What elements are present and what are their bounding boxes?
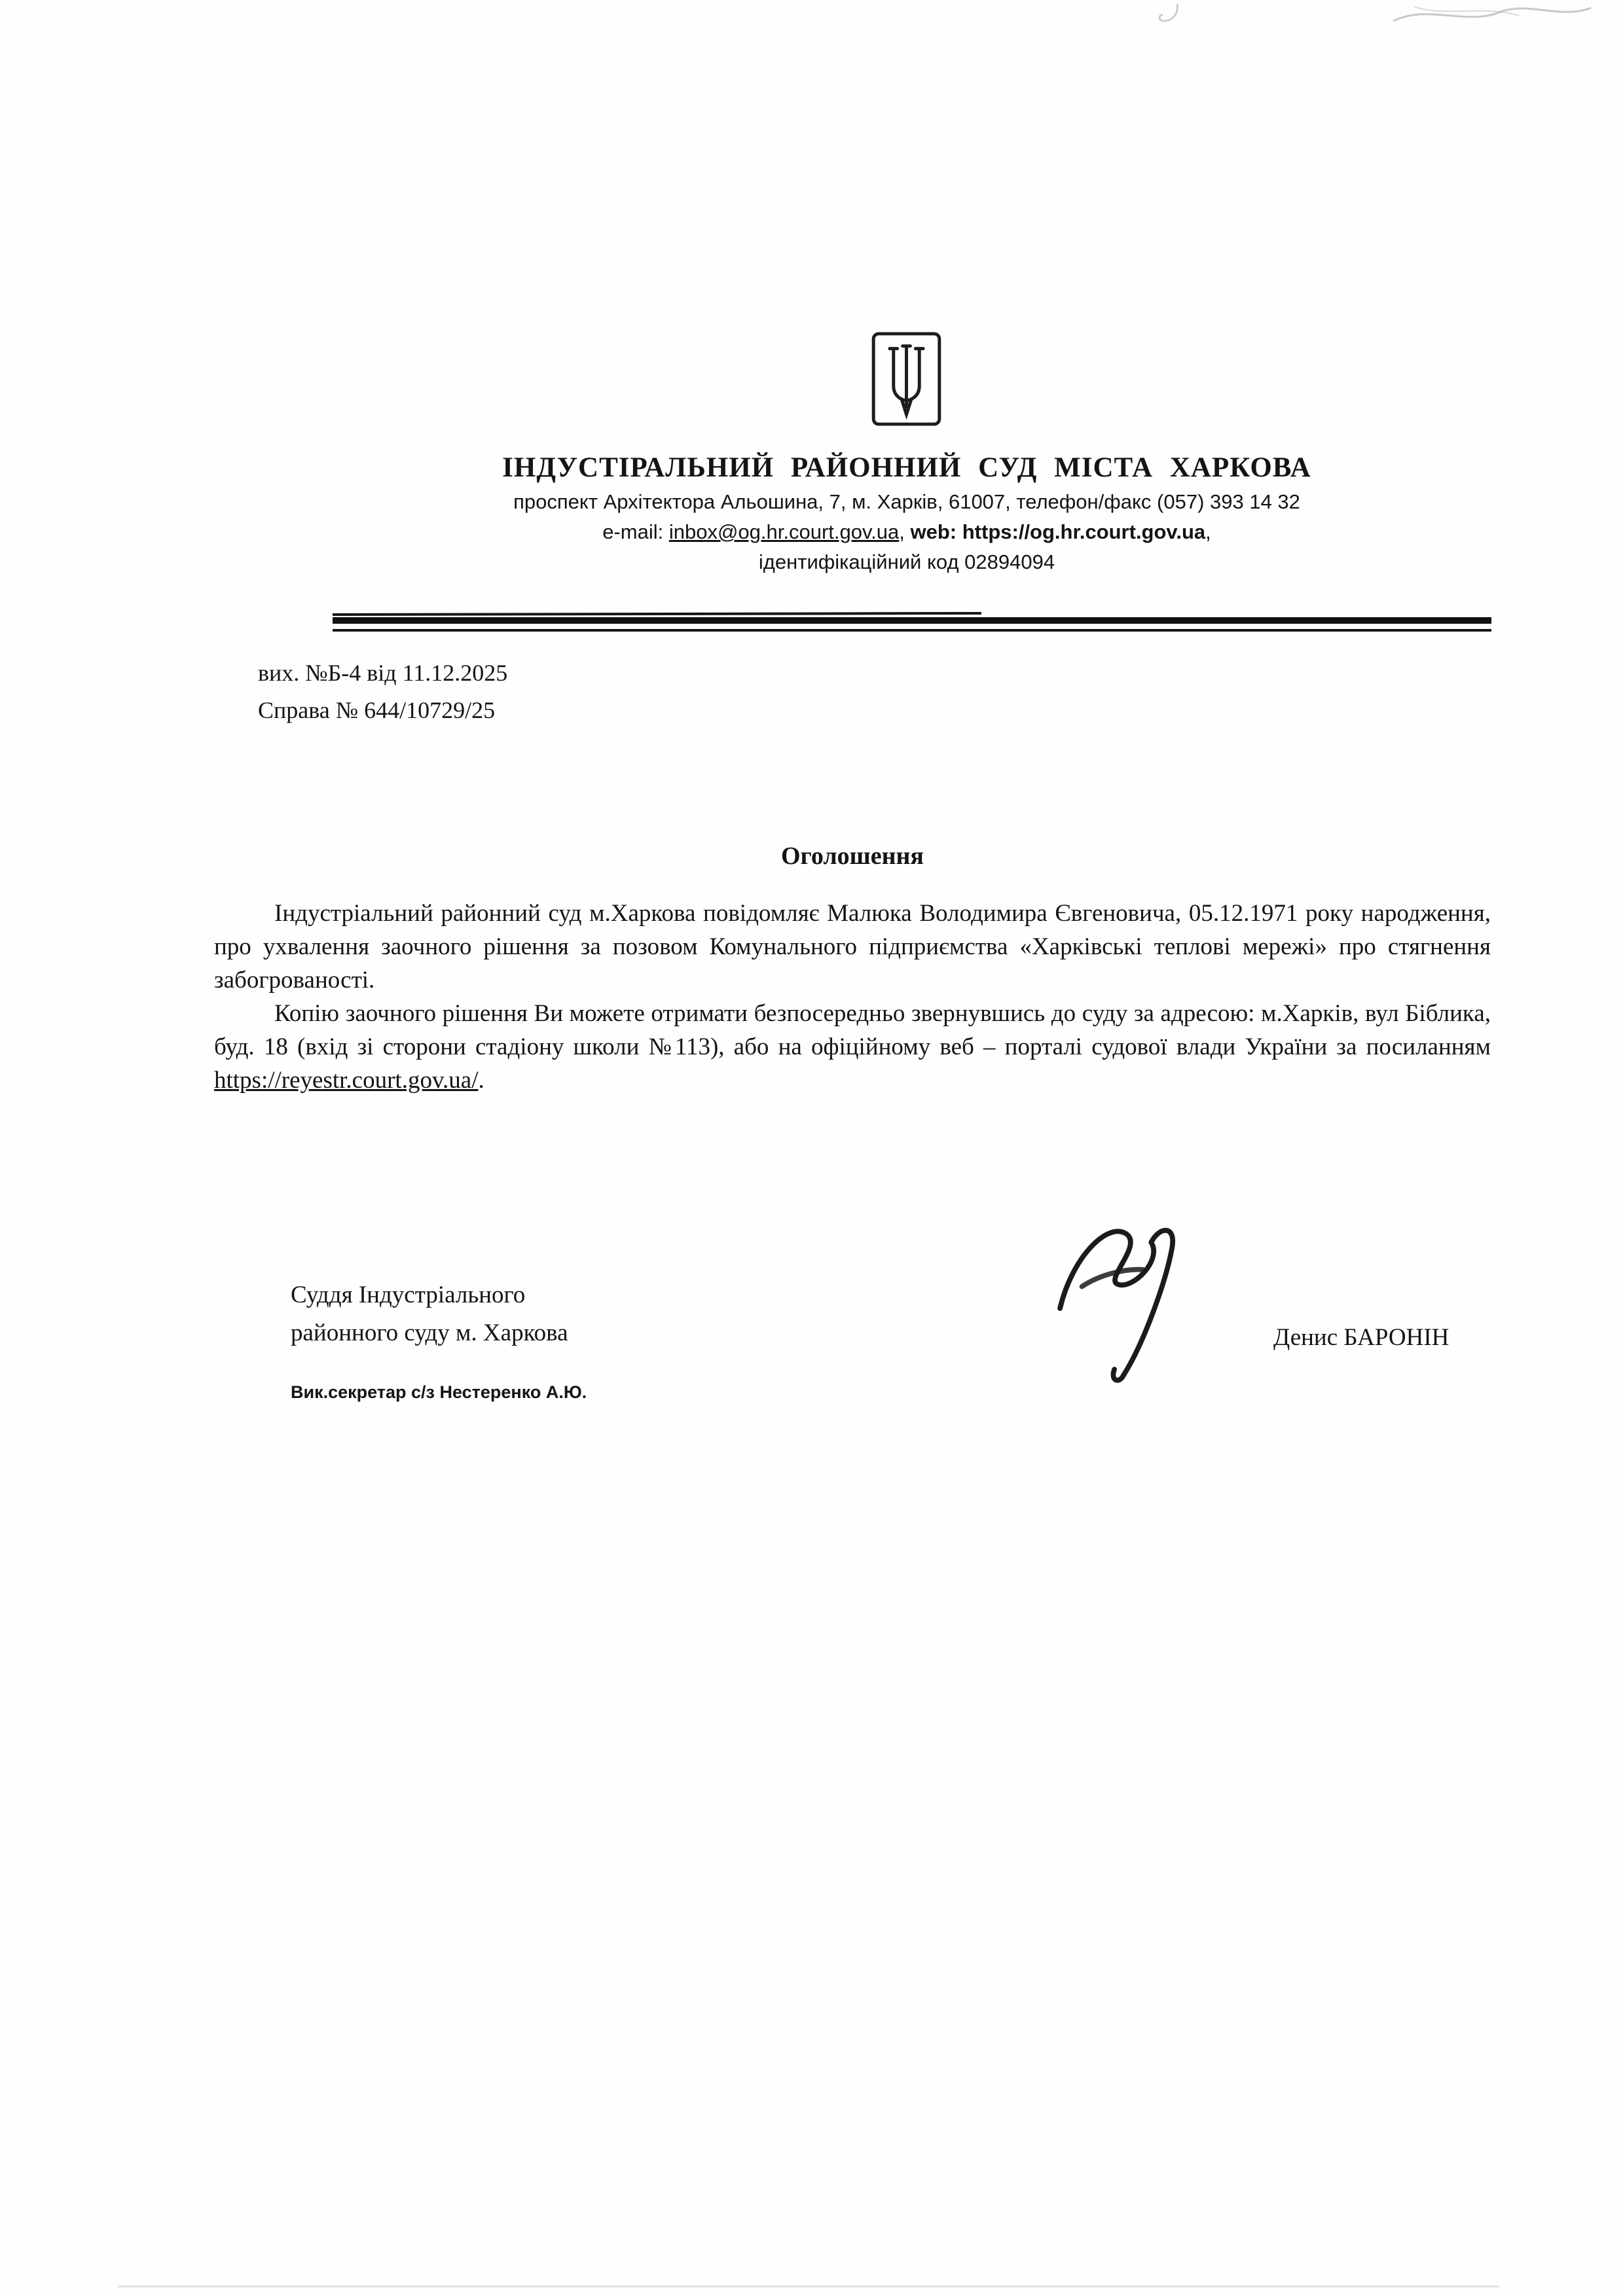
web-link[interactable]: https://og.hr.court.gov.ua (962, 520, 1206, 543)
divider-thick-line (333, 617, 1491, 624)
court-id-code: ідентифікаційний код 02894094 (758, 550, 1055, 573)
judge-title-line1: Суддя Індустріального (291, 1282, 526, 1308)
divider-thin-line (333, 629, 1491, 632)
outgoing-number: вих. №Б-4 від 11.12.2025 (258, 660, 508, 686)
court-address: проспект Архітектора Альошина, 7, м. Харків, 61007, телефон/факс (057) 393 14 32 (513, 490, 1300, 513)
scan-edge-artifact (118, 2286, 1499, 2287)
court-name: ІНДУСТІРАЛЬНИЙ РАЙОННИЙ СУД МІСТА ХАРКОВА (502, 452, 1311, 483)
case-number: Справа № 644/10729/25 (258, 697, 496, 723)
pen-mark-scan-artifact (1151, 1, 1190, 24)
reference-block (258, 655, 507, 729)
registry-link[interactable]: https://reyestr.court.gov.ua/ (214, 1067, 479, 1094)
email-label: e-mail: (602, 520, 669, 543)
document-title: Оголошення (781, 842, 924, 870)
paragraph-notice: Індустріальний районний суд м.Харкова повідомляє Малюка Володимира Євгеновича, 05.12.1971 року народження, про ухвалення заочного рішення за позовом Комунального підприємства «Харківські теплові мережі» про стягнення забогрованості. (214, 900, 1491, 994)
web-label: web: (910, 520, 962, 543)
judge-title (291, 1276, 568, 1352)
paragraph-text: Копію заочного рішення Ви можете отримати безпосередньо звернувшись до суду за адресою: м.Харків, вул Біблика, буд. 18 (вхід зі сторони стадіону школи №113), або на офіційному веб – порталі судової влади України за посиланням (214, 1000, 1491, 1060)
judge-name: Денис БАРОНІН (1273, 1324, 1450, 1351)
document-body (214, 897, 1491, 1097)
letterhead-divider (333, 613, 1491, 632)
letterhead (327, 452, 1486, 574)
secretary-note: Вик.секретар с/з Нестеренко А.Ю. (291, 1382, 587, 1402)
contact-suffix: , (1205, 520, 1211, 543)
pen-scribble-scan-artifact (1388, 0, 1597, 31)
contact-separator: , (899, 520, 911, 543)
email-link[interactable]: inbox@og.hr.court.gov.ua (668, 520, 900, 543)
divider-partial-line (333, 612, 981, 616)
judge-title-line2: районного суду м. Харкова (291, 1319, 568, 1346)
court-contact-line (327, 520, 1486, 544)
paragraph-instructions (214, 997, 1491, 1097)
ukraine-trident-emblem (869, 331, 944, 427)
paragraph-period: . (478, 1067, 484, 1094)
judge-signature-scribble (1012, 1196, 1227, 1400)
